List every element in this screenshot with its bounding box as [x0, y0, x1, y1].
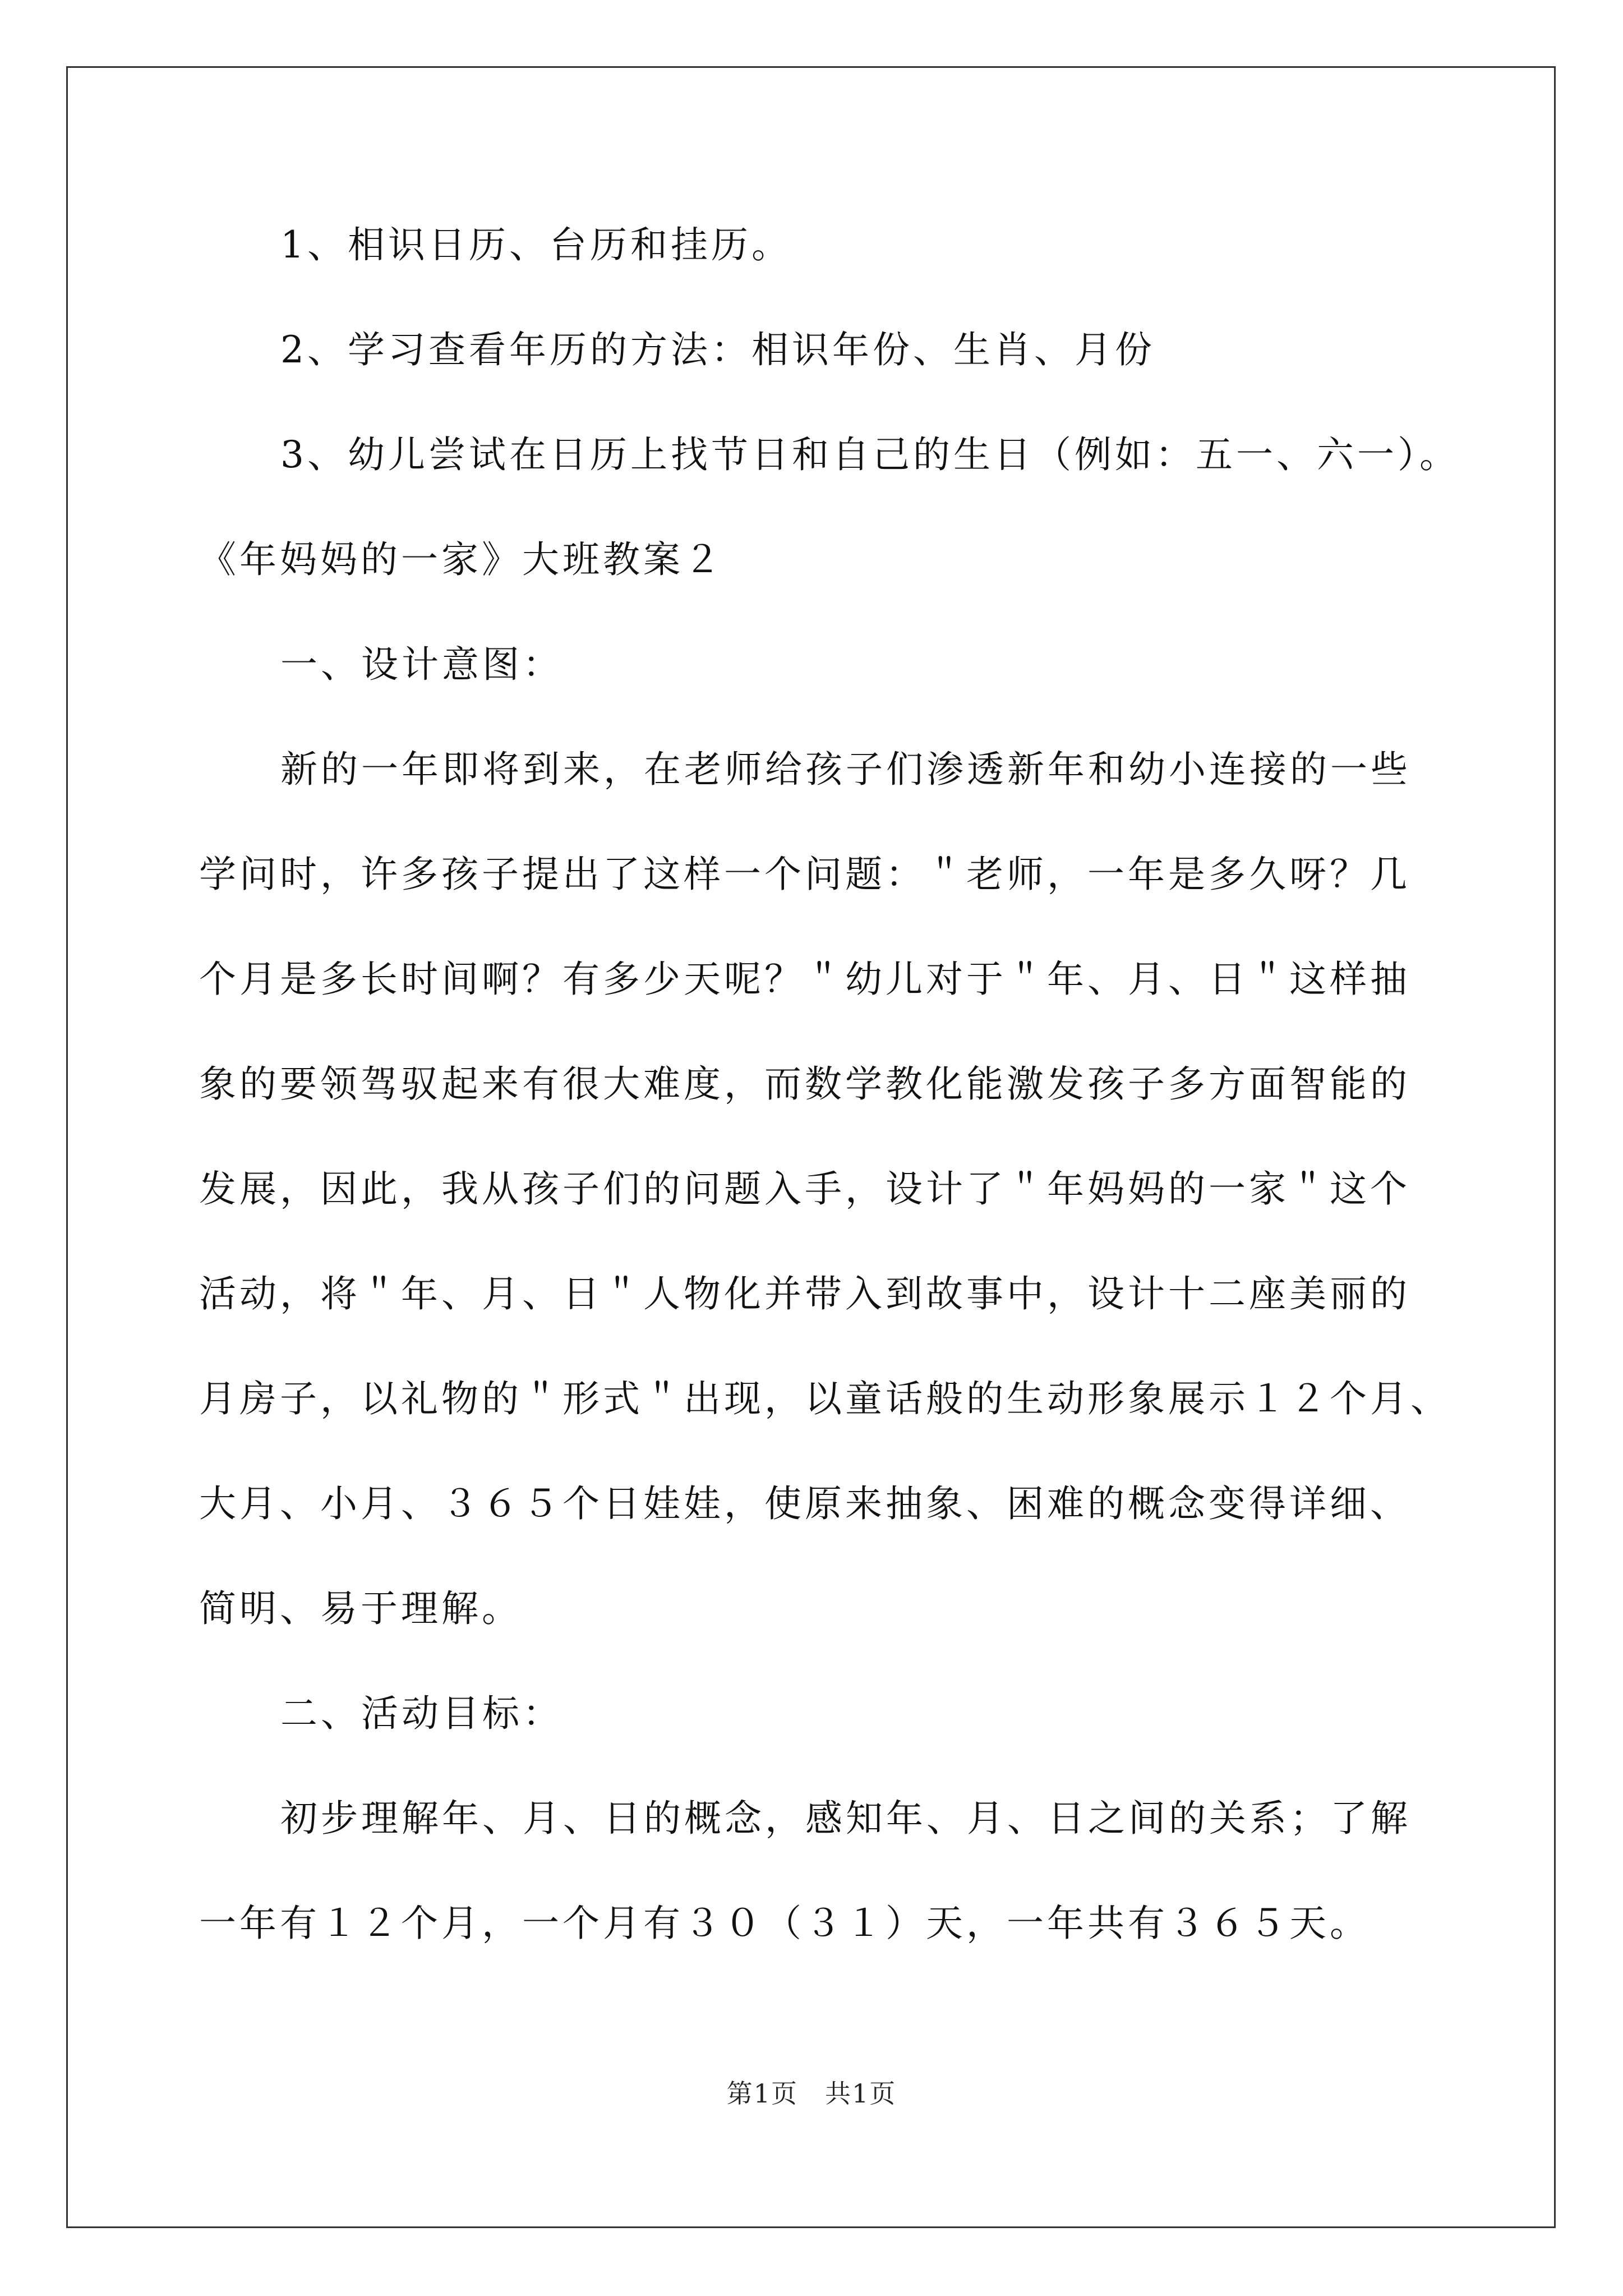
- paragraph-line: 学问时，许多孩子提出了这样一个问题：＂老师，一年是多久呀？几: [199, 853, 1410, 896]
- paragraph-line: 一年有１２个月，一个月有３０（３１）天，一年共有３６５天。: [199, 1902, 1370, 1945]
- paragraph-line: 个月是多长时间啊？有多少天呢？＂幼儿对于＂年、月、日＂这样抽: [199, 958, 1410, 1001]
- paragraph-line: 初步理解年、月、日的概念，感知年、月、日之间的关系；了解: [280, 1797, 1411, 1840]
- list-item-2: 2、学习查看年历的方法：相识年份、生肖、月份: [280, 328, 1155, 371]
- paragraph-line: 发展，因此，我从孩子们的问题入手，设计了＂年妈妈的一家＂这个: [199, 1167, 1410, 1211]
- list-item-1: 1、相识日历、台历和挂历。: [280, 223, 792, 266]
- paragraph-line: 简明、易于理解。: [199, 1587, 522, 1630]
- paragraph-line: 大月、小月、３６５个日娃娃，使原来抽象、困难的概念变得详细、: [199, 1482, 1410, 1525]
- paragraph-line: 象的要领驾驭起来有很大难度，而数学教化能激发孩子多方面智能的: [199, 1062, 1410, 1106]
- page-number-footer: 第1页 共1页: [726, 2078, 897, 2109]
- section-heading: 《年妈妈的一家》大班教案２: [199, 538, 724, 581]
- paragraph-line: 新的一年即将到来，在老师给孩子们渗透新年和幼小连接的一些: [280, 748, 1411, 791]
- subheading-design-intent: 一、设计意图：: [280, 643, 563, 686]
- list-item-3: 3、幼儿尝试在日历上找节日和自己的生日（例如：五一、六一）。: [280, 433, 1460, 476]
- subheading-activity-goals: 二、活动目标：: [280, 1692, 563, 1735]
- paragraph-line: 活动，将＂年、月、日＂人物化并带入到故事中，设计十二座美丽的: [199, 1272, 1410, 1315]
- paragraph-line: 月房子，以礼物的＂形式＂出现，以童话般的生动形象展示１２个月、: [199, 1377, 1451, 1420]
